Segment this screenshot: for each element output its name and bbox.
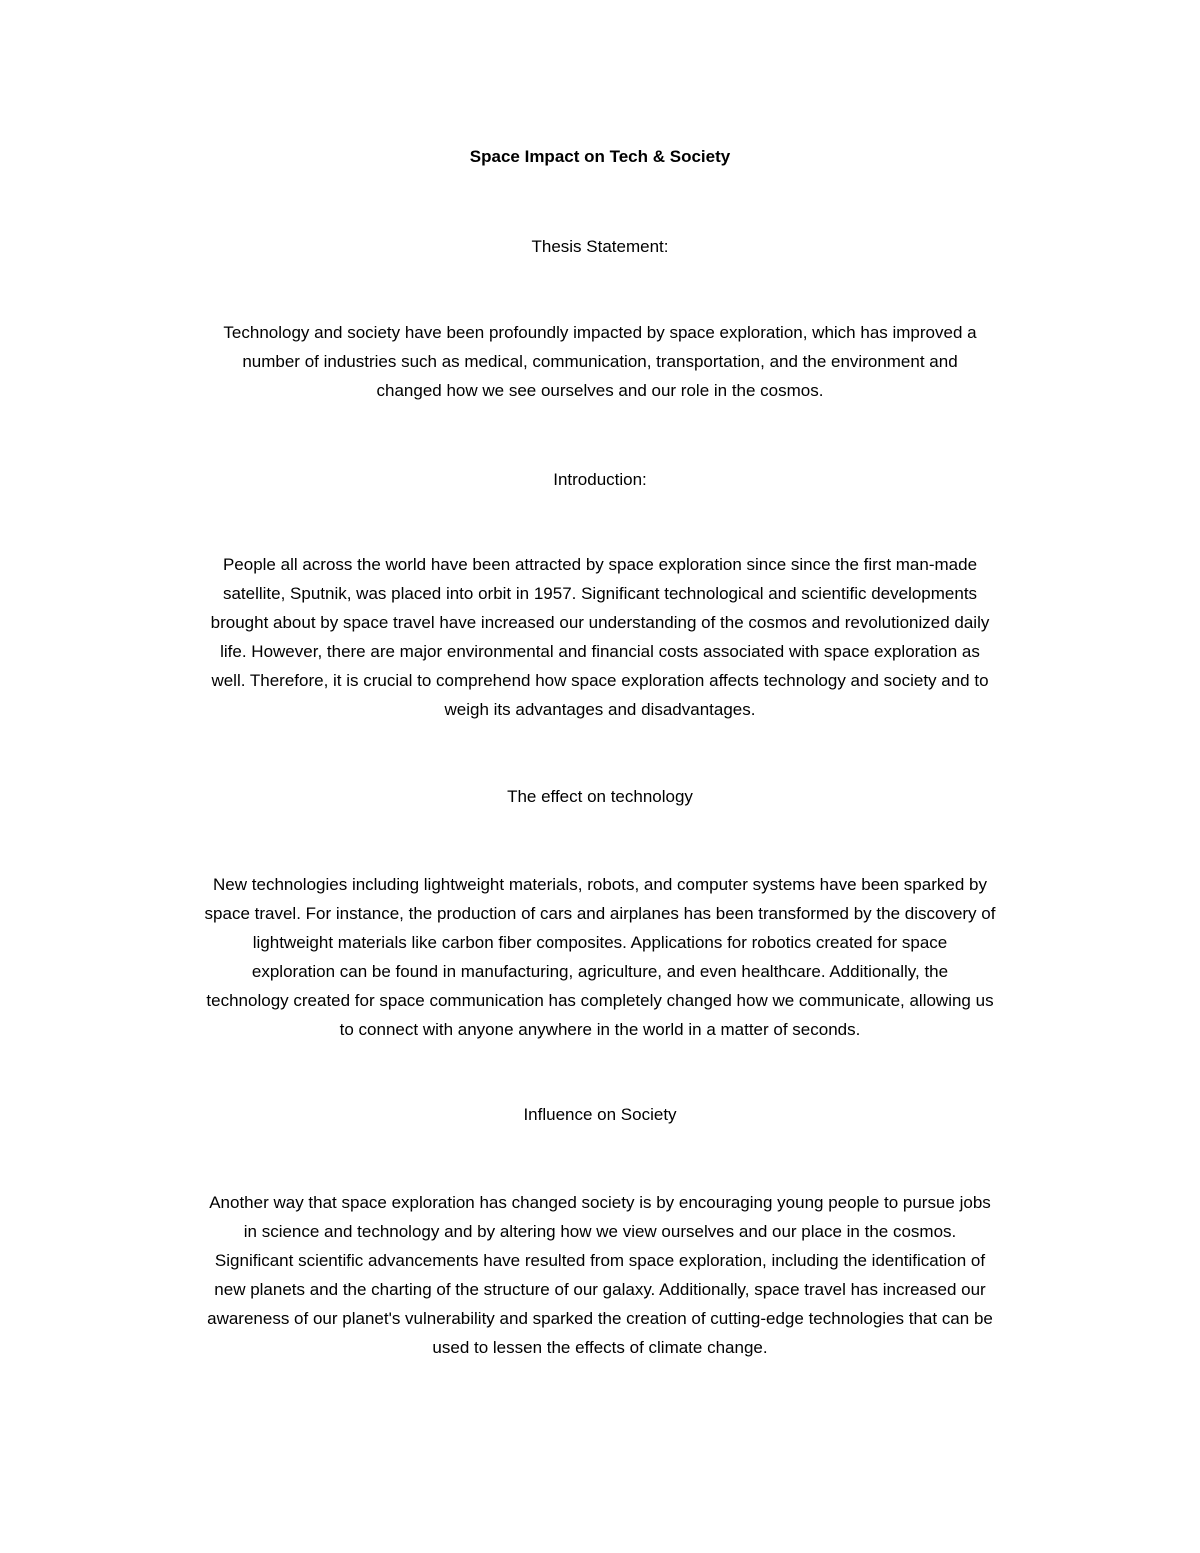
society-line: awareness of our planet's vulnerability and sparked the creation of cutting-edge technologies that can be xyxy=(207,1309,993,1328)
society-line: in science and technology and by altering how we view ourselves and our place in the cosmos. xyxy=(243,1222,957,1241)
thesis-paragraph xyxy=(140,318,1060,405)
introduction-line: well. Therefore, it is crucial to comprehend how space exploration affects technology and society and to xyxy=(211,671,989,690)
thesis-line: changed how we see ourselves and our role in the cosmos. xyxy=(376,381,824,400)
introduction-line: People all across the world have been attracted by space exploration since since the first man-made xyxy=(222,555,978,574)
technology-heading: The effect on technology xyxy=(507,787,693,806)
society-line: Significant scientific advancements have resulted from space exploration, including the identification of xyxy=(214,1251,986,1270)
technology-line: exploration can be found in manufacturing, agriculture, and even healthcare. Additionally, the xyxy=(251,962,949,981)
society-line: Another way that space exploration has changed society is by encouraging young people to pursue jobs xyxy=(209,1193,991,1212)
technology-paragraph xyxy=(140,870,1060,1044)
introduction-line: life. However, there are major environmental and financial costs associated with space exploration as xyxy=(220,642,980,661)
technology-line: space travel. For instance, the production of cars and airplanes has been transformed by the discovery of xyxy=(204,904,996,923)
introduction-line: satellite, Sputnik, was placed into orbit in 1957. Significant technological and scientific developments xyxy=(222,584,978,603)
technology-line: to connect with anyone anywhere in the world in a matter of seconds. xyxy=(339,1020,861,1039)
thesis-line: Technology and society have been profoundly impacted by space exploration, which has improved a xyxy=(223,323,977,342)
society-heading: Influence on Society xyxy=(523,1105,677,1124)
society-line: used to lessen the effects of climate change. xyxy=(432,1338,768,1357)
thesis-line: number of industries such as medical, communication, transportation, and the environment and xyxy=(242,352,958,371)
thesis-heading: Thesis Statement: xyxy=(531,237,669,256)
introduction-line: brought about by space travel have increased our understanding of the cosmos and revolutionized daily xyxy=(210,613,990,632)
introduction-heading: Introduction: xyxy=(553,470,647,489)
society-paragraph xyxy=(140,1188,1060,1362)
technology-line: technology created for space communication has completely changed how we communicate, allowing us xyxy=(206,991,994,1010)
introduction-paragraph xyxy=(140,550,1060,724)
technology-line: lightweight materials like carbon fiber composites. Applications for robotics created for space xyxy=(252,933,948,952)
society-line: new planets and the charting of the structure of our galaxy. Additionally, space travel has increased our xyxy=(214,1280,986,1299)
introduction-line: weigh its advantages and disadvantages. xyxy=(444,700,756,719)
technology-line: New technologies including lightweight materials, robots, and computer systems have been sparked by xyxy=(213,875,987,894)
document-title: Space Impact on Tech & Society xyxy=(469,147,731,166)
